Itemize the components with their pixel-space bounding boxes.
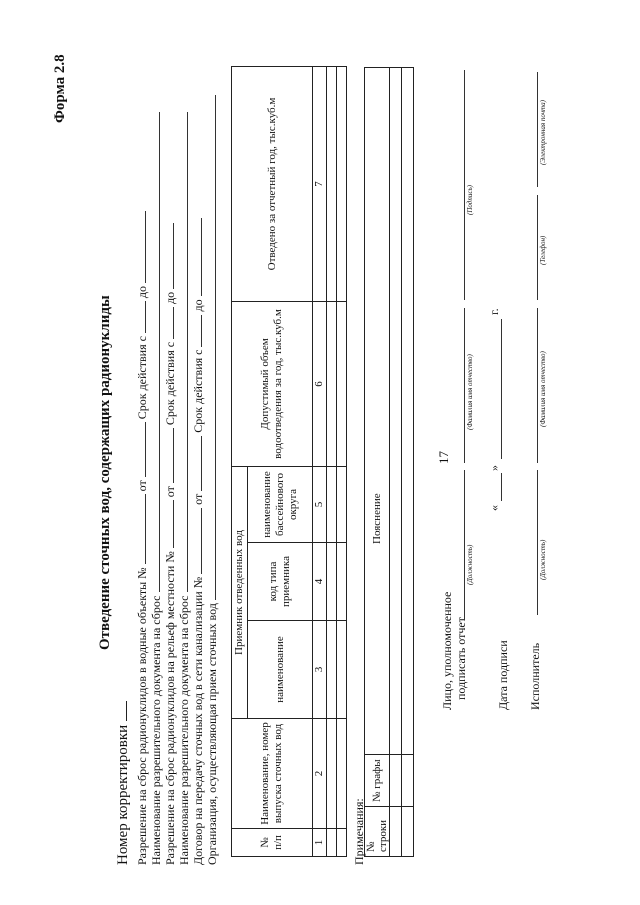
table-cell[interactable] [327,543,337,621]
document-title: Отведение сточных вод, содержащих радионуклиды [97,295,113,650]
notes-col-explanation: Пояснение [365,68,390,755]
table-cell[interactable] [390,807,402,857]
permit-water-bodies-validity: Срок действия с [135,336,149,420]
column-index: 5 [313,466,327,542]
caption-email: (Электронная почта) [539,99,547,165]
permit-water-bodies-line [134,211,149,865]
authorized-signature-field[interactable] [464,70,465,300]
notes-col-row: № строки [365,807,390,857]
permit-relief-date[interactable] [162,428,174,483]
caption-fullname: (Фамилия имя отчество) [539,351,547,427]
table-row [390,68,402,857]
column-index: 4 [313,543,327,621]
contract-sewer-from: от [191,493,205,505]
permit-relief-start[interactable] [162,307,174,339]
table-cell[interactable] [402,755,414,807]
table-cell[interactable] [337,719,347,829]
receiving-org-label: Организация, осуществляющая прием сточных вод [205,603,219,865]
header-row-1 [232,66,248,856]
notes-table [364,67,414,857]
permit-water-bodies-start[interactable] [134,301,146,333]
authorized-fullname-field[interactable] [464,308,465,463]
table-cell[interactable] [402,68,414,755]
permit-water-bodies-doc-field[interactable] [148,112,160,592]
permit-water-bodies-number[interactable] [134,494,146,564]
column-index-row [313,66,327,856]
table-cell[interactable] [327,719,337,829]
notes-header-row [365,68,390,857]
date-month-field[interactable] [501,319,502,459]
contract-sewer-label: Договор на передачу сточных вод в сети канализации № [191,576,205,865]
permit-relief-validity: Срок действия с [163,341,177,426]
date-year-suffix: г. [487,308,501,315]
table-row [327,66,337,856]
col-header-number: № п/п [232,829,313,857]
column-index: 6 [313,301,327,466]
table-cell[interactable] [327,621,337,719]
table-cell[interactable] [390,68,402,755]
table-cell[interactable] [337,829,347,857]
caption-position: (Должность) [466,544,474,585]
notes-title: Примечания: [352,798,366,865]
table-row [402,68,414,857]
permit-water-bodies-doc-line [148,112,163,865]
receiving-org-line [204,95,219,865]
col-header-receiver-name: наименование [248,621,313,719]
permit-water-bodies-end[interactable] [134,211,146,283]
permit-water-bodies-label: Разрешение на сброс радионуклидов в водные объекты № [135,567,149,865]
permit-relief-label: Разрешение на сброс радионуклидов на рельеф местности № [163,551,177,865]
date-day-field[interactable] [501,473,502,501]
table-cell[interactable] [327,66,337,301]
table-cell[interactable] [390,755,402,807]
executor-phone-field[interactable] [537,195,538,300]
executor-position-field[interactable] [537,470,538,615]
authorized-person-label: Лицо, уполномоченное подписать отчет [440,591,468,710]
table-cell[interactable] [337,543,347,621]
col-header-allowed-volume: Допустимый объем водоотведения за год, тыс.куб.м [232,301,313,466]
col-header-discharged-volume: Отведено за отчетный год, тыс.куб.м [232,66,313,301]
date-label: Дата подписи [496,640,510,710]
col-header-outlet-name: Наименование, номер выпуска сточных вод [232,719,313,829]
form-label: Форма 2.8 [52,54,68,123]
contract-sewer-end[interactable] [190,218,202,296]
column-index: 1 [313,829,327,857]
column-index: 3 [313,621,327,719]
permit-relief-to: до [163,291,177,304]
correction-field[interactable] [114,701,127,721]
permit-water-bodies-from: от [135,480,149,492]
permit-relief-from: от [163,486,177,498]
notes-col-column: № графы [365,755,390,807]
permit-water-bodies-to: до [135,285,149,299]
permit-relief-doc-line [176,112,191,865]
col-header-receiver-code: код типа приемника [248,543,313,621]
col-header-basin: наименование бассейнового округа [248,466,313,542]
table-cell[interactable] [337,466,347,542]
permit-relief-end[interactable] [162,223,174,289]
correction-number [114,701,132,865]
discharge-table [231,66,347,857]
caption-position: (Должность) [539,539,547,580]
permit-relief-line [162,223,177,865]
permit-relief-doc-label: Наименование разрешительного документа на сброс [177,595,191,865]
column-index: 7 [313,66,327,301]
table-cell[interactable] [402,807,414,857]
contract-sewer-line [190,218,205,865]
permit-relief-number[interactable] [162,500,174,548]
date-quote-close: » [487,465,501,471]
receiving-org-field[interactable] [204,95,216,600]
contract-sewer-number[interactable] [190,508,202,574]
caption-fullname: (Фамилия имя отчество) [466,354,474,430]
contract-sewer-date[interactable] [190,436,202,491]
col-header-receiver-group: Приемник отведенных вод [232,466,248,718]
contract-sewer-validity: Срок действия с [191,349,205,433]
table-cell[interactable] [337,621,347,719]
permit-relief-doc-field[interactable] [176,112,188,592]
executor-email-field[interactable] [537,72,538,187]
table-cell[interactable] [327,301,337,466]
page-number: 17 [436,451,451,464]
table-cell[interactable] [337,301,347,466]
table-row [337,66,347,856]
correction-label: Номер корректировки [115,724,131,865]
caption-phone: (Телефон) [539,235,547,265]
table-cell[interactable] [327,466,337,542]
caption-signature: (Подпись) [466,185,474,215]
table-cell[interactable] [327,829,337,857]
column-index: 2 [313,719,327,829]
permit-water-bodies-date[interactable] [134,422,146,477]
permit-water-bodies-doc-label: Наименование разрешительного документа на сброс [149,595,163,865]
contract-sewer-to: до [191,299,205,312]
authorized-position-field[interactable] [464,470,465,620]
executor-fullname-field[interactable] [537,308,538,463]
date-quote-open: « [487,505,501,511]
executor-label: Исполнитель [528,642,542,710]
contract-sewer-start[interactable] [190,315,202,347]
table-cell[interactable] [337,66,347,301]
